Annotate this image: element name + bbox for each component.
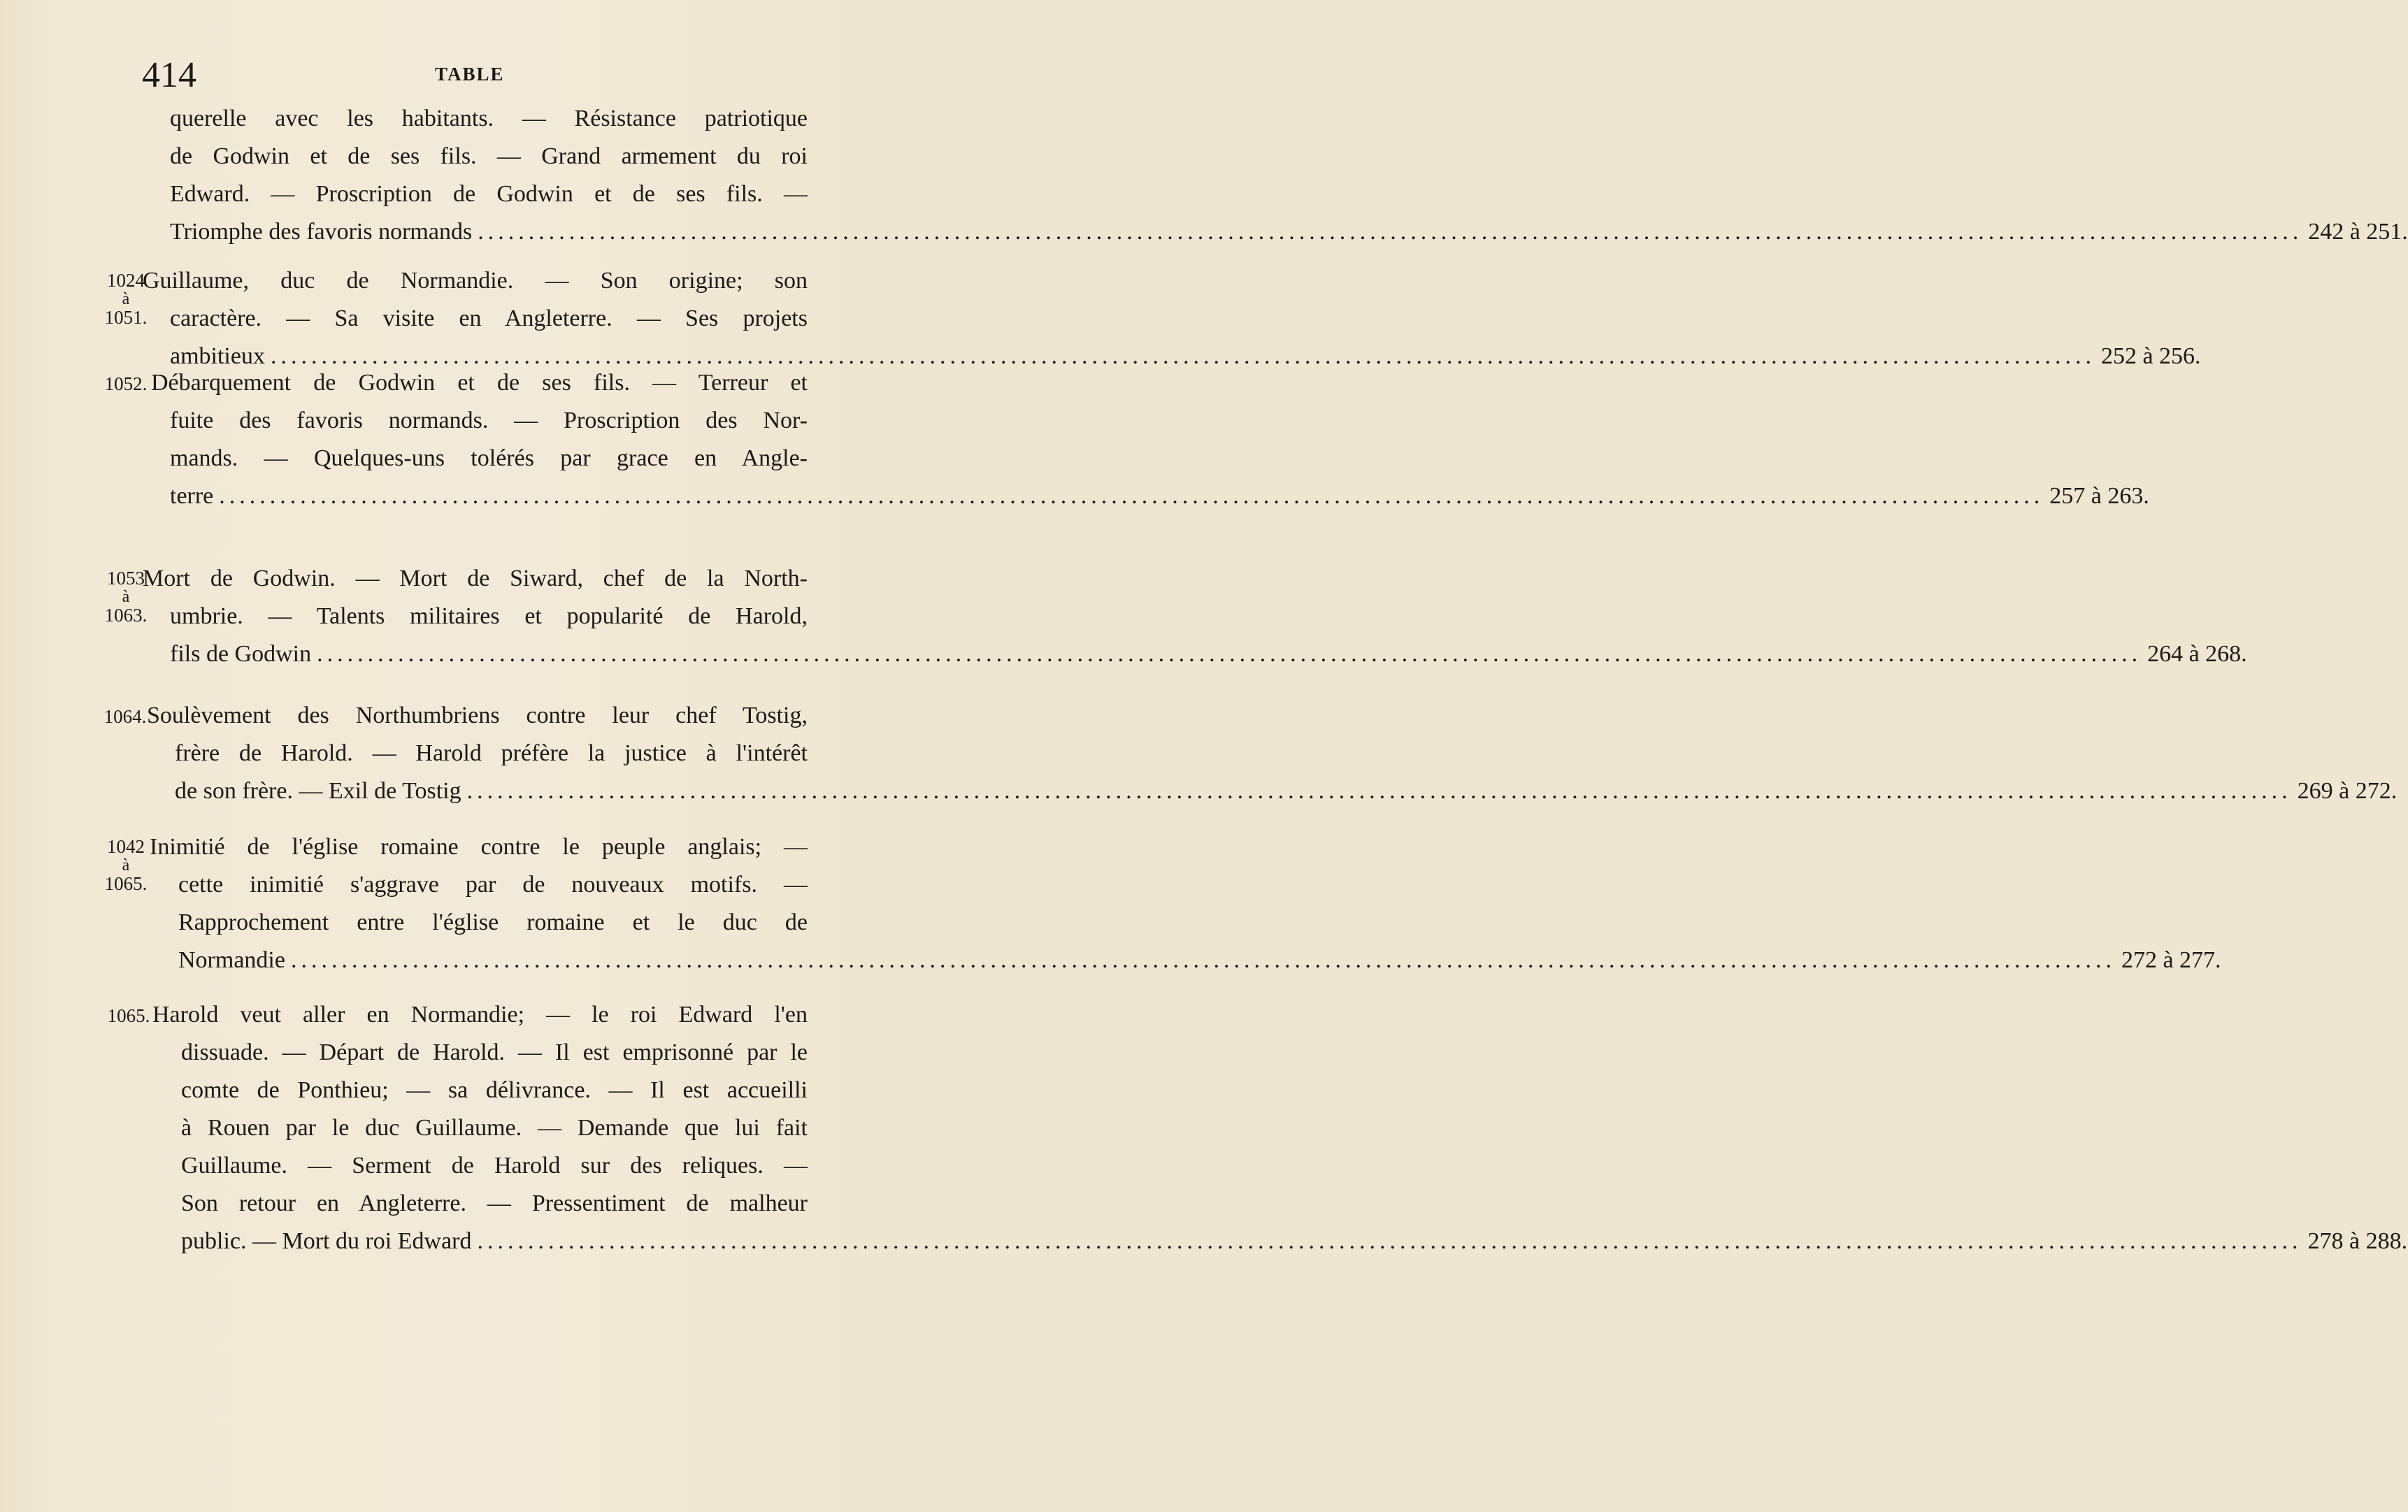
page-reference: 278 à 288. — [2307, 1228, 2408, 1254]
running-title: TABLE — [435, 64, 505, 85]
page-number: 414 — [142, 55, 196, 95]
entry-line: Son retour en Angleterre. — Pressentiment de malheur — [181, 1190, 808, 1216]
entry-date: 1065. — [107, 1005, 150, 1026]
entry-line: dissuade. — Départ de Harold. — Il est emprisonné par le — [181, 1039, 808, 1065]
entry-last-line — [181, 1227, 2408, 1255]
entry-line: Guillaume. — Serment de Harold sur des reliques. — — [181, 1153, 808, 1179]
entry-line: frère de Harold. — Harold préfère la justice à l'intérêt — [175, 740, 808, 766]
entry-line: Guillaume, duc de Normandie. — Son origine; son — [143, 268, 808, 294]
dot-leader: .................................................................................................................................................................................... — [219, 483, 2044, 509]
page-reference: 264 à 268. — [2147, 641, 2247, 667]
page-reference: 272 à 277. — [2121, 947, 2221, 973]
entry-last-line — [170, 640, 2247, 668]
entry-final-text: public. — Mort du roi Edward — [181, 1228, 472, 1254]
entry-line: Débarquement de Godwin et de ses fils. — Terreur et — [151, 370, 808, 396]
entry-date: 1064. — [103, 706, 147, 727]
entry-date: 1024 à 1051. — [104, 270, 148, 328]
entry-final-text: Triomphe des favoris normands — [170, 219, 473, 245]
entry-line: mands. — Quelques-uns tolérés par grace en Angle- — [170, 445, 808, 471]
entry-date: 1052. — [104, 373, 148, 394]
entry-final-text: ambitieux — [170, 343, 265, 369]
entry-line: fuite des favoris normands. — Proscription des Nor- — [170, 408, 808, 433]
dot-leader: .................................................................................................................................................................................... — [270, 343, 2095, 369]
entry-final-text: fils de Godwin — [170, 641, 312, 667]
entry-line: Rapprochement entre l'église romaine et le duc de — [178, 909, 808, 935]
dot-leader: .................................................................................................................................................................................... — [466, 778, 2292, 804]
entry-final-text: Normandie — [178, 947, 285, 973]
entry-line: querelle avec les habitants. — Résistance patriotique — [170, 106, 808, 131]
entry-line: Soulèvement des Northumbriens contre leur chef Tostig, — [147, 703, 808, 728]
entry-line: à Rouen par le duc Guillaume. — Demande que lui fait — [181, 1115, 808, 1141]
dot-leader: .................................................................................................................................................................................... — [478, 219, 2303, 245]
entry-line: Harold veut aller en Normandie; — le roi Edward l'en — [152, 1002, 808, 1028]
page-reference: 242 à 251. — [2308, 219, 2408, 245]
page-reference: 269 à 272. — [2297, 778, 2398, 804]
entry-date: 1042 à 1065. — [104, 836, 148, 894]
entry-line: de Godwin et de ses fils. — Grand armement du roi — [170, 143, 808, 169]
entry-last-line — [178, 946, 2221, 974]
entry-last-line — [170, 482, 2149, 510]
entry-line: Inimitié de l'église romaine contre le peuple anglais; — — [150, 834, 808, 860]
dot-leader: .................................................................................................................................................................................... — [317, 641, 2142, 667]
entry-line: Edward. — Proscription de Godwin et de ses fils. — — [170, 181, 808, 207]
dot-leader: .................................................................................................................................................................................... — [290, 947, 2116, 973]
entry-last-line — [175, 777, 2398, 805]
entry-line: caractère. — Sa visite en Angleterre. — Ses projets — [170, 305, 808, 331]
entry-last-line — [170, 343, 2201, 370]
entry-date: 1053 à 1063. — [104, 568, 148, 626]
entry-line: comte de Ponthieu; — sa délivrance. — Il est accueilli — [181, 1077, 808, 1103]
dot-leader: .................................................................................................................................................................................... — [477, 1228, 2302, 1254]
page-reference: 257 à 263. — [2049, 483, 2149, 509]
entry-line: umbrie. — Talents militaires et popularité de Harold, — [170, 603, 808, 629]
entry-last-line — [170, 218, 2408, 246]
entry-final-text: terre — [170, 483, 214, 509]
entry-line: cette inimitié s'aggrave par de nouveaux motifs. — — [178, 872, 808, 898]
page-header — [0, 55, 881, 96]
entry-line: Mort de Godwin. — Mort de Siward, chef de la North- — [143, 566, 808, 591]
page-reference: 252 à 256. — [2100, 343, 2201, 369]
entry-final-text: de son frère. — Exil de Tostig — [175, 778, 461, 804]
